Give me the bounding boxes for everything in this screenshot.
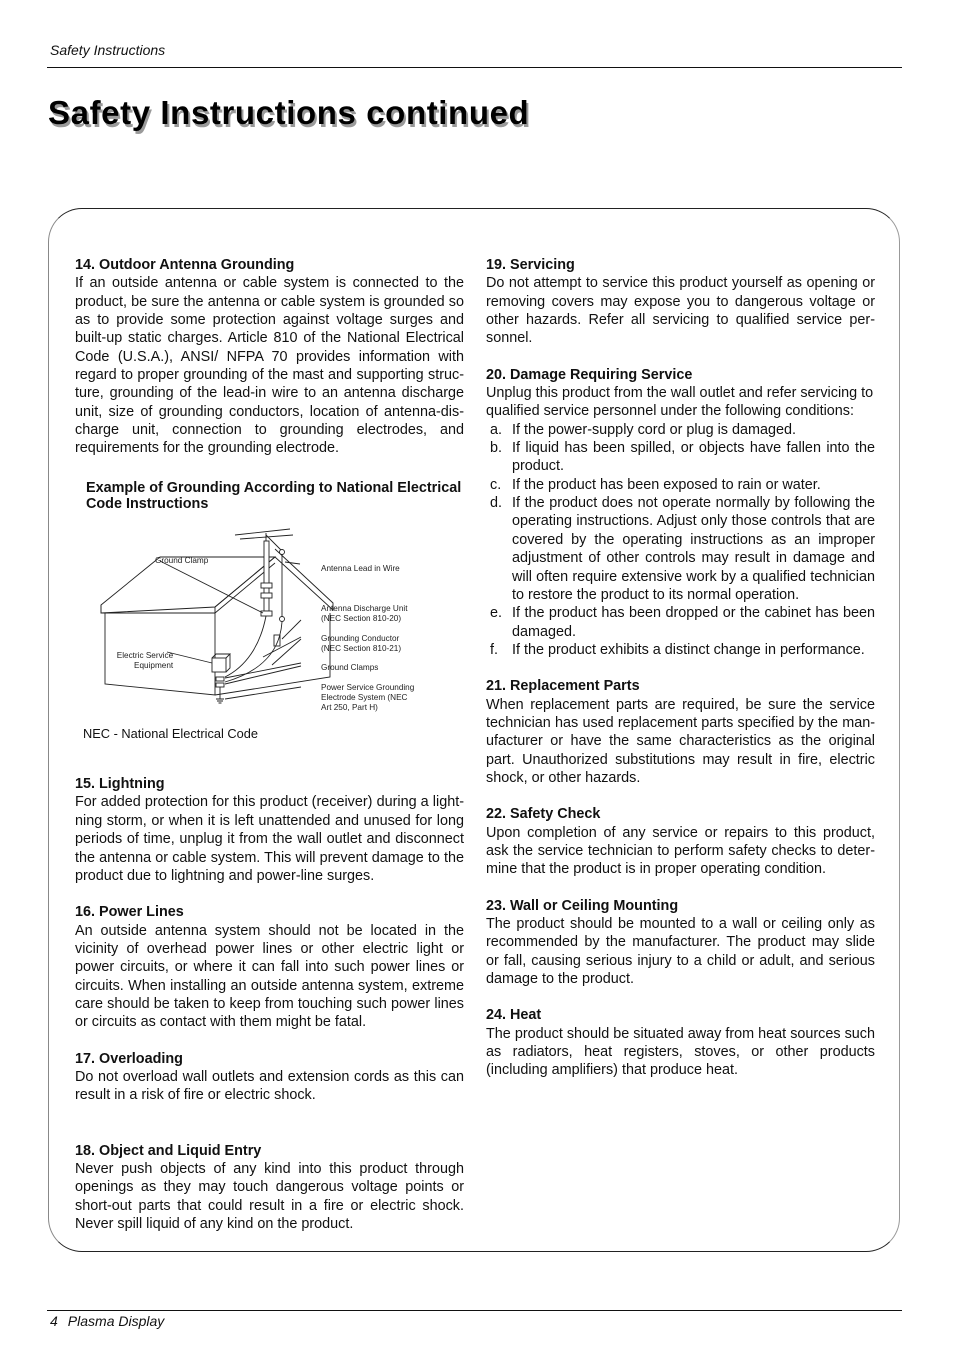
- label-grounding-conductor: [321, 634, 401, 654]
- list-letter: f.: [490, 641, 498, 658]
- label-line: Electrode System (NEC: [321, 692, 408, 702]
- label-line: Power Service Grounding: [321, 682, 415, 692]
- label-line: (NEC Section 810-21): [321, 643, 402, 653]
- label-line: Equipment: [134, 660, 174, 670]
- label-electric-service: [116, 651, 173, 671]
- list-item: [486, 494, 875, 604]
- section-title: 15. Lightning: [75, 776, 165, 793]
- header-rule: [47, 67, 902, 68]
- section-title: 20. Damage Requiring Service: [486, 366, 693, 383]
- section-17: [75, 1050, 464, 1105]
- label-line: Electric Service: [116, 650, 174, 660]
- label-ground-clamp: Ground Clamp: [155, 555, 209, 565]
- list-text: If the product does not operate normally by following the operating instructions. Adjust only those controls that are covered by the operating instructions as an improper adjustment of other controls may result in damage and will often require extensive work by a qualified technician to restore the product to its normal operation.: [512, 495, 875, 603]
- list-text: If the product exhibits a distinct change in performance.: [512, 641, 865, 658]
- section-14: [75, 256, 464, 458]
- list-letter: c.: [490, 476, 502, 493]
- label-discharge-unit: [321, 604, 407, 624]
- section-body: The product should be situated away from heat sources such as radiators, heat registers, stoves, or other products (including amplifiers) that produce heat.: [486, 1025, 875, 1079]
- section-body: The product should be mounted to a wall or ceiling only as recommended by the manufacturer. The product may slide or fall, causing serious injury to a child or adult, and serious damage to the product.: [486, 916, 875, 988]
- section-body: When replacement parts are required, be sure the service technician has used replacement parts specified by the man-ufacturer or have the same characteristics as the original part. Unauthorized substitutions may result in fire, electric shock, or other hazards.: [486, 696, 875, 786]
- label-line: (NEC Section 810-20): [321, 613, 402, 623]
- section-23: [486, 897, 875, 989]
- left-column: [75, 256, 464, 1251]
- list-letter: b.: [490, 440, 503, 457]
- grounding-diagram: [75, 527, 464, 723]
- list-text: If liquid has been spilled, or objects have fallen into the product.: [512, 440, 875, 475]
- section-19: [486, 256, 875, 348]
- list-item: [486, 641, 875, 659]
- footer-rule: [47, 1310, 902, 1311]
- page-number: 4: [50, 1313, 58, 1329]
- section-title: 16. Power Lines: [75, 904, 184, 921]
- nec-note: NEC - National Electrical Code: [83, 725, 258, 741]
- section-20: [486, 366, 875, 660]
- label-power-service: [321, 683, 414, 713]
- list-text: If the product has been dropped or the cabinet has been damaged.: [512, 605, 875, 640]
- section-body: Do not attempt to service this product yourself as opening or removing covers may expose you to dangerous voltage or other hazards. Refer all servicing to qualified service per-sonnel.: [486, 275, 875, 347]
- label-line: Art 250, Part H): [321, 702, 378, 712]
- section-body: For added protection for this product (receiver) during a light-ning storm, or when it is left unattended and unused for long periods of time, unplug it from the wall outlet and disconnect the antenna or cable system. This will prevent damage to the product due to lightning and power-line surges.: [75, 794, 464, 884]
- section-title: 22. Safety Check: [486, 806, 601, 823]
- list-letter: a.: [490, 421, 503, 438]
- condition-list: [486, 421, 875, 659]
- page-footer: [50, 1313, 164, 1329]
- section-title: 23. Wall or Ceiling Mounting: [486, 897, 679, 914]
- list-letter: e.: [490, 605, 503, 622]
- section-body: Upon completion of any service or repairs to this product, ask the service technician to perform safety checks to deter-mine that the product is in proper operating condition.: [486, 824, 875, 878]
- section-body: Do not overload wall outlets and extension cords as this can result in a risk of fire or electric shock.: [75, 1068, 464, 1104]
- label-antenna-lead: Antenna Lead in Wire: [321, 563, 400, 573]
- right-column: [486, 256, 875, 1098]
- label-ground-clamps: Ground Clamps: [321, 662, 379, 672]
- page-title: Safety Instructions continued: [48, 94, 530, 131]
- list-item: [486, 604, 875, 641]
- section-title: 19. Servicing: [486, 257, 575, 273]
- figure-title: Example of Grounding According to National Electrical Code Instructions: [86, 479, 462, 513]
- section-18: [75, 1142, 464, 1234]
- section-body: Never push objects of any kind into this product through openings as they may touch dangerous voltage points or short-out parts that could result in a fire or electric shock. Never spill liquid of any kind on the product.: [75, 1160, 464, 1232]
- section-title: 24. Heat: [486, 1007, 542, 1024]
- section-title: 14. Outdoor Antenna Grounding: [75, 257, 295, 273]
- list-letter: d.: [490, 495, 503, 512]
- section-15: [75, 775, 464, 885]
- section-title: 17. Overloading: [75, 1050, 183, 1067]
- section-body: An outside antenna system should not be located in the vicinity of overhead power lines or other electric light or power circuits, or where it can fall into such power lines or circuits. When installing an outside antenna system, extreme care should be taken to keep from touching such power lines or circuits as contact with them might be fatal.: [75, 922, 464, 1031]
- label-line: Antenna Discharge Unit: [321, 603, 408, 613]
- list-text: If the product has been exposed to rain or water.: [512, 476, 821, 493]
- product-name: Plasma Display: [67, 1313, 165, 1329]
- section-21: [486, 677, 875, 787]
- section-16: [75, 903, 464, 1031]
- list-item: [486, 439, 875, 476]
- section-body: If an outside antenna or cable system is connected to the product, be sure the antenna or cable system is grounded so as to provide some protection against voltage surges and built-up static charges. Article 810 of the National Electrical Code (U.S.A.), ANSI/ NFPA 70 provides information with regard to proper grounding of the mast and supporting struc-ture, grounding of the lead-in wire to an antenna discharge unit, size of grounding conductors, location of antenna-dis-charge unit, connection to grounding electrodes, and requirements for the grounding electrode.: [75, 275, 464, 457]
- label-line: Grounding Conductor: [321, 633, 400, 643]
- running-head: Safety Instructions: [50, 42, 166, 58]
- list-text: If the power-supply cord or plug is damaged.: [512, 421, 796, 438]
- section-title: 18. Object and Liquid Entry: [75, 1142, 262, 1159]
- section-body: Unplug this product from the wall outlet and refer servicing to qualified service personnel under the following conditions:: [486, 385, 874, 420]
- section-title: 21. Replacement Parts: [486, 678, 640, 695]
- section-22: [486, 805, 875, 878]
- section-24: [486, 1006, 875, 1079]
- list-item: [486, 476, 875, 494]
- list-item: [486, 421, 875, 439]
